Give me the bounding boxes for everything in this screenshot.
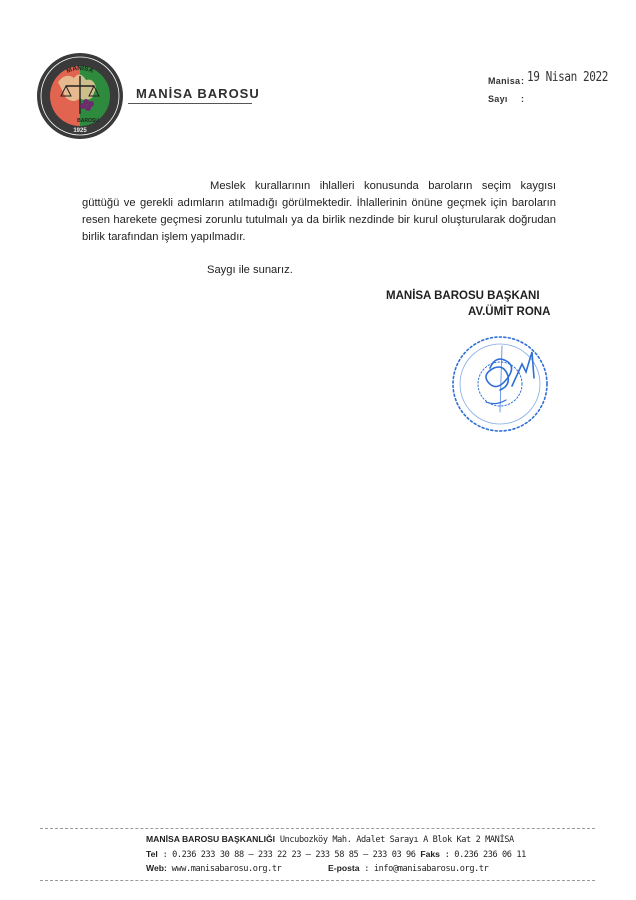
date-label: Manisa <box>488 76 521 86</box>
footer-email-line <box>328 863 488 874</box>
footer-divider-top <box>40 828 595 829</box>
footer-address-line <box>146 834 514 845</box>
logo-bottom-text: BAROSU <box>77 118 99 124</box>
number-label: Sayı <box>488 94 508 104</box>
signatory-name: AV.ÜMİT RONA <box>468 306 551 318</box>
closing-line: Saygı ile sunarız. <box>207 264 293 276</box>
footer-address: Uncubozköy Mah. Adalet Sarayı A Blok Kat 2 MANİSA <box>279 835 514 845</box>
organization-name: MANİSA BAROSU <box>136 86 260 101</box>
official-seal-and-signature <box>432 316 572 436</box>
letter-body: Meslek kurallarının ihlalleri konusunda baroların seçim kaygısı güttüğü ve gerekli adımların atılmadığı görülmektedir. İhlallerinin önüne geçmek için baroların resen harekete geçmesi zorunlu tutulmalı ya da birlik nezdinde bir kurul oluşturularak doğrudan birlik tarafından işlem yapılmadır. <box>82 180 556 243</box>
signatory-title: MANİSA BAROSU BAŞKANI <box>386 290 540 302</box>
header-rule <box>128 103 252 104</box>
date-separator: : <box>521 76 525 86</box>
footer-tel-value: : 0.236 233 30 88 – 233 22 23 – 233 58 85 – 233 03 96 <box>162 850 416 860</box>
footer-divider-bottom <box>40 880 595 881</box>
footer-email-label: E-posta <box>328 863 360 873</box>
footer-email-link[interactable]: : info@manisabarosu.org.tr <box>364 864 489 874</box>
logo-top-text: MANİSA <box>65 64 95 75</box>
footer-org-name: MANİSA BAROSU BAŞKANLIĞI <box>146 834 276 844</box>
footer-phone-line <box>146 849 526 860</box>
footer-web-line <box>146 863 281 874</box>
footer-fax-value: : 0.236 236 06 11 <box>444 850 526 860</box>
footer-fax-label: Faks <box>420 849 440 859</box>
number-separator: : <box>521 94 525 104</box>
logo-year: 1925 <box>73 128 87 134</box>
bar-association-logo <box>36 52 124 140</box>
date-value: 19 Nisan 2022 <box>527 70 608 85</box>
footer-web-link[interactable]: www.manisabarosu.org.tr <box>171 864 282 874</box>
footer-tel-label: Tel <box>146 849 158 859</box>
footer-web-label: Web: <box>146 863 167 873</box>
